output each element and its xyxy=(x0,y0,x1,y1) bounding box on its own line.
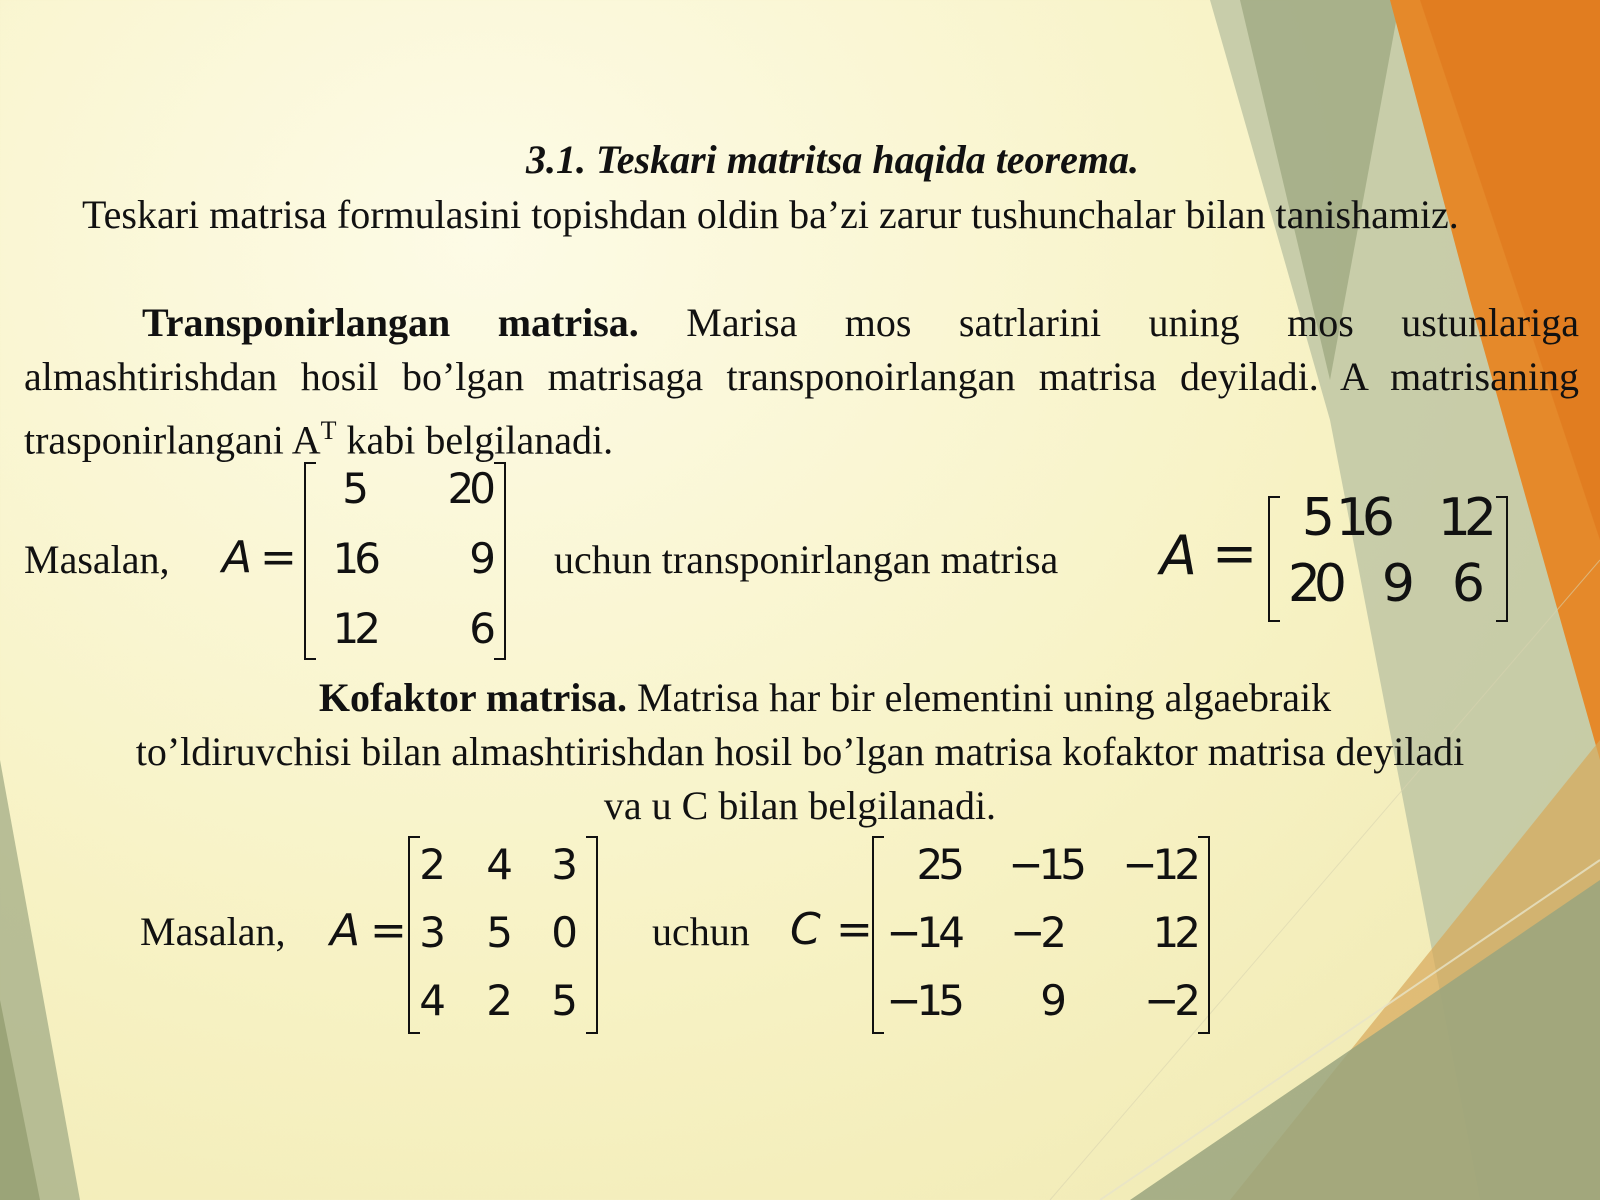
matrix-a-3x3 xyxy=(408,836,598,1034)
transpose-heading: Transponirlangan matrisa. xyxy=(142,300,639,345)
matrix-cell: −12 xyxy=(1122,840,1196,889)
example1-middle-text: uchun transponirlangan matrisa xyxy=(554,537,1059,582)
page-title: 3.1. Teskari matritsa haqida teorema. xyxy=(525,137,1139,182)
example1-transpose-equals: = xyxy=(1212,522,1258,585)
cofactor-line-2: to’ldiruvchisi bilan almashtirishdan hosil bo’lgan matrisa kofaktor matrisa deyiladi xyxy=(135,729,1465,774)
transpose-text: Marisa mos satrlarini uning mos ustunlariga almashtirishdan hosil bo’lgan matrisaga transponoirlangan matrisa deyiladi. A matrisaning trasponirlangani A xyxy=(24,300,1579,463)
matrix-cell: 6 xyxy=(469,604,491,653)
cofactor-paragraph xyxy=(20,671,1580,833)
example1-var: A xyxy=(222,532,253,583)
cofactor-text-1: Matrisa har bir elementini uning algaebraik xyxy=(636,675,1332,720)
matrix-cell: 5 xyxy=(551,976,578,1025)
example1-equals: = xyxy=(260,532,297,583)
right-bracket xyxy=(586,836,598,1034)
example2-middle-text: uchun xyxy=(652,909,750,954)
matrix-cell: −15 xyxy=(886,976,960,1025)
matrix-cell: −2 xyxy=(1010,908,1062,957)
matrix-cell: 2 xyxy=(486,976,513,1025)
matrix-cell: 9 xyxy=(1040,976,1062,1025)
matrix-cell: 16 xyxy=(332,534,376,583)
matrix-cell: 5 xyxy=(486,908,513,957)
matrix-cell: 12 xyxy=(332,604,376,653)
transpose-text-end: kabi belgilanadi. xyxy=(346,417,614,463)
matrix-cell: 20 xyxy=(1287,554,1340,614)
matrix-cell: 6 xyxy=(1451,554,1478,614)
example2-var: A xyxy=(330,905,361,956)
right-bracket xyxy=(1198,836,1210,1034)
intro-text: Teskari matrisa formulasini topishdan oldin ba’zi zarur tushunchalar bilan tanishamiz. xyxy=(82,192,1459,237)
matrix-cell: 3 xyxy=(551,840,578,889)
matrix-cell: −14 xyxy=(886,908,960,957)
matrix-cell: 12 xyxy=(1152,908,1196,957)
matrix-cell: 4 xyxy=(419,976,446,1025)
matrix-cell: 20 xyxy=(447,464,491,513)
example2-cofactor-var: C xyxy=(790,904,821,955)
matrix-cell: 0 xyxy=(551,908,578,957)
example1-transpose-var: A xyxy=(1160,524,1197,587)
matrix-cell: 4 xyxy=(486,840,513,889)
right-bracket xyxy=(1496,496,1508,622)
example2-cofactor-equals: = xyxy=(836,904,873,955)
cofactor-line-1 xyxy=(20,671,1580,725)
right-bracket xyxy=(494,462,506,660)
example2-label: Masalan, xyxy=(140,909,286,954)
matrix-cell: −2 xyxy=(1144,976,1196,1025)
matrix-cell: 9 xyxy=(469,534,491,583)
matrix-cell: 25 xyxy=(916,840,960,889)
matrix-cell: 12 xyxy=(1437,488,1490,548)
cofactor-line-3: va u C bilan belgilanadi. xyxy=(603,783,997,828)
matrix-cell: −15 xyxy=(1008,840,1082,889)
matrix-cell: 3 xyxy=(419,908,446,957)
cofactor-heading: Kofaktor matrisa. xyxy=(318,675,627,720)
transpose-paragraph xyxy=(24,296,1579,467)
matrix-cell: 5 xyxy=(342,464,364,513)
matrix-at-3x2 xyxy=(1268,488,1508,622)
matrix-cell: 9 xyxy=(1381,554,1408,614)
matrix-cell: 5 xyxy=(1301,488,1328,548)
matrix-cell: 16 xyxy=(1335,488,1388,548)
transpose-superscript: T xyxy=(320,416,337,445)
matrix-a-2x3 xyxy=(304,462,506,660)
intro-paragraph xyxy=(24,188,1579,242)
matrix-cell: 2 xyxy=(419,840,446,889)
example2-equals: = xyxy=(370,905,407,956)
matrix-cofactor-3x3 xyxy=(872,836,1210,1034)
example1-label: Masalan, xyxy=(24,537,170,582)
